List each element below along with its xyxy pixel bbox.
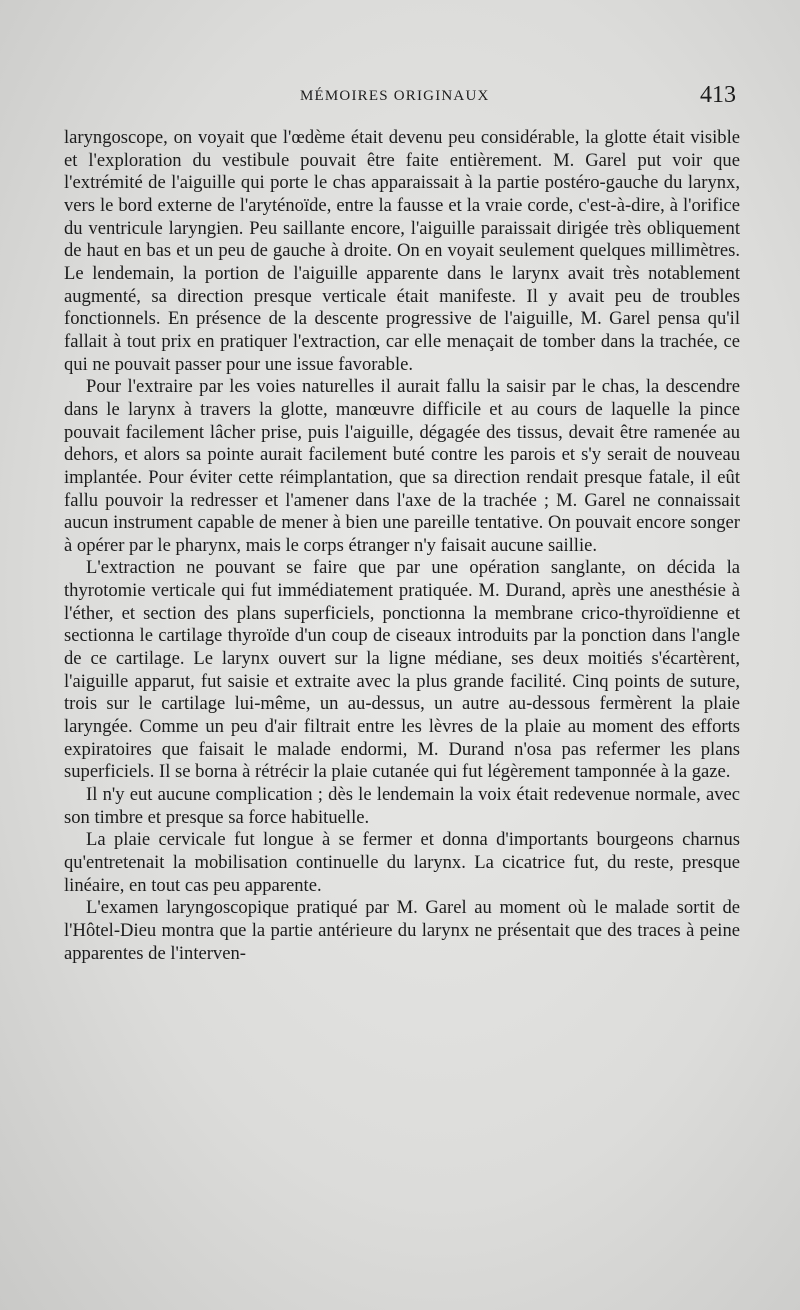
paragraph: L'examen laryngoscopique pratiqué par M. Garel au moment où le malade sortit de l'Hôtel-Dieu montra que la partie antérieure du larynx ne présentait que des traces à peine apparentes de l'interven- [64, 897, 740, 964]
paragraph: laryngoscope, on voyait que l'œdème était devenu peu considérable, la glotte était visible et l'exploration du vestibule pouvait être faite entièrement. M. Garel put voir que l'extrémité de l'aiguille qui porte le chas apparaissait à la partie postéro-gauche du larynx, vers le bord externe de l'aryténoïde, entre la fausse et la vraie corde, c'est-à-dire, à l'orifice du ventricule laryngien. Peu saillante encore, l'aiguille paraissait dirigée très obliquement de haut en bas et un peu de gauche à droite. On en voyait seulement quelques millimètres. Le lendemain, la portion de l'aiguille apparente dans le larynx avait très notablement augmenté, sa direction presque verticale était manifeste. Il y avait peu de troubles fonctionnels. En présence de la descente progressive de l'aiguille, M. Garel pensa qu'il fallait à tout prix en pratiquer l'extraction, car elle menaçait de tomber dans la trachée, ce qui ne pouvait passer pour une issue favorable. [64, 127, 740, 375]
paragraph: Il n'y eut aucune complication ; dès le lendemain la voix était redevenue normale, avec son timbre et presque sa force habituelle. [64, 784, 740, 828]
paragraph: Pour l'extraire par les voies naturelles il aurait fallu la saisir par le chas, la descendre dans le larynx à travers la glotte, manœuvre difficile et au cours de laquelle la pince pouvait facilement lâcher prise, puis l'aiguille, dégagée des tissus, devait être ramenée au dehors, et alors sa pointe aurait facilement buté contre les parois et s'y serait de nouveau implantée. Pour éviter cette réimplantation, que sa direction rendait presque fatale, il eût fallu pouvoir la redresser et l'amener dans l'axe de la trachée ; M. Garel ne connaissait aucun instrument capable de mener à bien une pareille tentative. On pouvait encore songer à opérer par le pharynx, mais le corps étranger n'y faisait aucune saillie. [64, 376, 740, 556]
page-number: 413 [700, 82, 736, 108]
body-text [64, 127, 740, 965]
running-head: MÉMOIRES ORIGINAUX [300, 88, 490, 104]
paragraph: L'extraction ne pouvant se faire que par une opération sanglante, on décida la thyrotomie verticale qui fut immédiatement pratiquée. M. Durand, après une anesthésie à l'éther, et section des plans superficiels, ponctionna la membrane crico-thyroïdienne et sectionna le cartilage thyroïde d'un coup de ciseaux introduits par la ponction dans l'angle de ce cartilage. Le larynx ouvert sur la ligne médiane, ses deux moitiés s'écartèrent, l'aiguille apparut, fut saisie et extraite avec la plus grande facilité. Cinq points de suture, trois sur le cartilage lui-même, un au-dessus, un autre au-dessous fermèrent la plaie laryngée. Comme un peu d'air filtrait entre les lèvres de la plaie au moment des efforts expiratoires que faisait le malade endormi, M. Durand n'osa pas refermer les plans superficiels. Il se borna à rétrécir la plaie cutanée qui fut légèrement tamponnée à la gaze. [64, 557, 740, 783]
page-header [62, 82, 738, 112]
paragraph: La plaie cervicale fut longue à se fermer et donna d'importants bourgeons charnus qu'entretenait la mobilisation continuelle du larynx. La cicatrice fut, du reste, presque linéaire, en tout cas peu apparente. [64, 829, 740, 896]
